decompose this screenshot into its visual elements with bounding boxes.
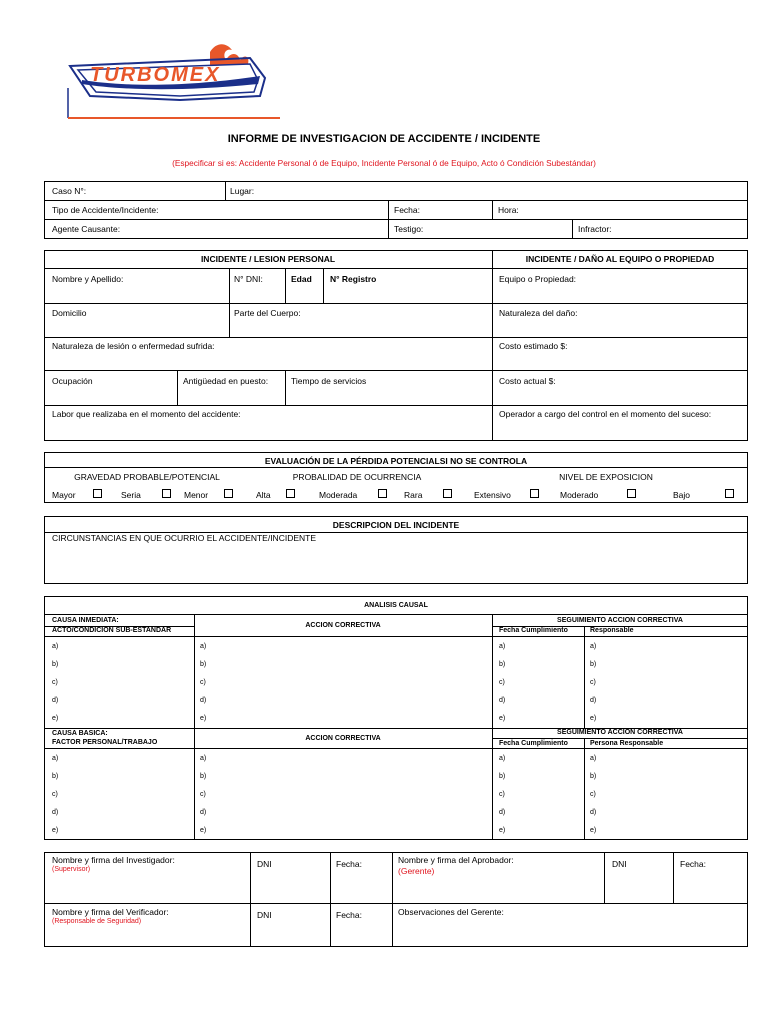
exposicion-label: NIVEL DE EXPOSICION [559, 472, 653, 482]
fecha-item[interactable]: b) [499, 773, 506, 780]
domicilio-field[interactable]: Domicilio [52, 308, 87, 318]
persona-responsable-label: Persona Responsable [590, 740, 664, 747]
agente-field[interactable]: Agente Causante: [52, 224, 121, 234]
naturaleza-dano-field[interactable]: Naturaleza del daño: [499, 308, 578, 318]
responsable-item[interactable]: b) [590, 773, 597, 780]
verificador-fecha[interactable]: Fecha: [336, 910, 362, 920]
fecha-item[interactable]: c) [499, 679, 505, 686]
personal-header: INCIDENTE / LESION PERSONAL [200, 254, 336, 264]
responsable-item[interactable]: d) [590, 809, 597, 816]
infractor-field[interactable]: Infractor: [578, 224, 612, 234]
edad-field[interactable]: Edad [291, 274, 312, 284]
responsable-item[interactable]: c) [590, 791, 596, 798]
seguimiento-label: SEGUIMIENTO ACCION CORRECTIVA [557, 729, 683, 736]
fecha-item[interactable]: d) [499, 809, 506, 816]
hora-field[interactable]: Hora: [498, 205, 519, 215]
option-alta: Alta [256, 490, 271, 500]
causa-item[interactable]: d) [52, 809, 59, 816]
antiguedad-field[interactable]: Antigüedad en puesto: [183, 376, 269, 386]
seguimiento-label: SEGUIMIENTO ACCION CORRECTIVA [557, 617, 683, 624]
responsable-item[interactable]: a) [590, 643, 597, 650]
fecha-cumplimiento-label: Fecha Cumplimiento [499, 627, 568, 634]
costo-actual-field[interactable]: Costo actual $: [499, 376, 556, 386]
turbomex-logo [60, 40, 285, 120]
responsable-item[interactable]: b) [590, 661, 597, 668]
ocupacion-field[interactable]: Ocupación [52, 376, 93, 386]
fecha-cumplimiento-label: Fecha Cumplimiento [499, 740, 568, 747]
option-moderada: Moderada [319, 490, 358, 500]
responsable-item[interactable]: a) [590, 755, 597, 762]
option-seria: Seria [121, 490, 141, 500]
checkbox-alta[interactable] [286, 489, 295, 498]
responsable-item[interactable]: e) [590, 715, 597, 722]
responsable-seguridad-note: (Responsable de Seguridad) [52, 918, 142, 925]
checkbox-menor[interactable] [224, 489, 233, 498]
causa-item[interactable]: c) [52, 791, 58, 798]
causa-item[interactable]: c) [52, 679, 58, 686]
checkbox-moderada[interactable] [378, 489, 387, 498]
fecha-field[interactable]: Fecha: [394, 205, 420, 215]
checkbox-moderado[interactable] [627, 489, 636, 498]
fecha-item[interactable]: a) [499, 643, 506, 650]
accion-correctiva-label: ACCION CORRECTIVA [305, 622, 381, 629]
firmas-box [44, 852, 748, 947]
option-moderado: Moderado [560, 490, 599, 500]
factor-personal-label: FACTOR PERSONAL/TRABAJO [52, 739, 158, 746]
accion-item[interactable]: d) [200, 697, 207, 704]
checkbox-seria[interactable] [162, 489, 171, 498]
descripcion-header: DESCRIPCION DEL INCIDENTE [332, 520, 460, 530]
naturaleza-lesion-field[interactable]: Naturaleza de lesión o enfermedad sufrida: [52, 341, 215, 351]
nombre-field[interactable]: Nombre y Apellido: [52, 274, 124, 284]
accion-item[interactable]: b) [200, 773, 207, 780]
option-extensivo: Extensivo [474, 490, 511, 500]
fecha-item[interactable]: d) [499, 697, 506, 704]
evaluacion-header: EVALUACIÓN DE LA PÉRDIDA POTENCIALSI NO SE CONTROLA [264, 456, 528, 466]
gravedad-label: GRAVEDAD PROBABLE/POTENCIAL [74, 472, 220, 482]
responsable-label: Responsable [590, 627, 634, 634]
probabilidad-label: PROBALIDAD DE OCURRENCIA [292, 472, 422, 482]
page-title: INFORME DE INVESTIGACION DE ACCIDENTE / INCIDENTE [227, 133, 541, 145]
analisis-header: ANALISIS CAUSAL [364, 602, 428, 609]
option-menor: Menor [184, 490, 209, 500]
accion-item[interactable]: c) [200, 679, 206, 686]
supervisor-note: (Supervisor) [52, 866, 91, 873]
accion-item[interactable]: e) [200, 827, 207, 834]
acto-condicion-label: ACTO/CONDICION SUB-ESTANDAR [52, 627, 172, 634]
fecha-item[interactable]: c) [499, 791, 505, 798]
causa-item[interactable]: e) [52, 715, 59, 722]
parte-cuerpo-field[interactable]: Parte del Cuerpo: [234, 308, 301, 318]
checkbox-mayor[interactable] [93, 489, 102, 498]
lugar-field[interactable]: Lugar: [230, 186, 255, 196]
tipo-field[interactable]: Tipo de Accidente/Incidente: [52, 205, 159, 215]
responsable-item[interactable]: d) [590, 697, 597, 704]
gerente-note: (Gerente) [398, 866, 435, 876]
registro-field[interactable]: N° Registro [330, 274, 377, 284]
checkbox-bajo[interactable] [725, 489, 734, 498]
caso-field[interactable]: Caso N°: [52, 186, 87, 196]
tiempo-servicio-field[interactable]: Tiempo de servicios [291, 376, 367, 386]
accion-item[interactable]: b) [200, 661, 207, 668]
aprobador-field[interactable]: Nombre y firma del Aprobador: [398, 855, 514, 865]
causa-item[interactable]: a) [52, 643, 59, 650]
fecha-item[interactable]: e) [499, 827, 506, 834]
causa-item[interactable]: b) [52, 661, 59, 668]
page-subtitle: (Especificar si es: Accidente Personal ó de Equipo, Incidente Personal ó de Equipo, Acto ó Condición Subestándar) [172, 158, 596, 168]
investigador-dni[interactable]: DNI [257, 859, 272, 869]
causa-inmediata-label: CAUSA INMEDIATA: [52, 617, 119, 624]
causa-item[interactable]: e) [52, 827, 59, 834]
investigador-field[interactable]: Nombre y firma del Investigador: [52, 855, 175, 865]
option-rara: Rara [404, 490, 423, 500]
accion-item[interactable]: c) [200, 791, 206, 798]
causa-item[interactable]: a) [52, 755, 59, 762]
fecha-item[interactable]: e) [499, 715, 506, 722]
investigador-fecha[interactable]: Fecha: [336, 859, 362, 869]
fecha-item[interactable]: a) [499, 755, 506, 762]
verificador-dni[interactable]: DNI [257, 910, 272, 920]
option-mayor: Mayor [52, 490, 76, 500]
accion-item[interactable]: a) [200, 643, 207, 650]
causa-item[interactable]: b) [52, 773, 59, 780]
checkbox-rara[interactable] [443, 489, 452, 498]
costo-estimado-field[interactable]: Costo estimado $: [499, 341, 568, 351]
circunstancias-field[interactable]: CIRCUNSTANCIAS EN QUE OCURRIO EL ACCIDENTE/INCIDENTE [52, 533, 317, 543]
dni-field[interactable]: N° DNI: [234, 274, 263, 284]
operador-field[interactable]: Operador a cargo del control en el momento del suceso: [499, 409, 712, 419]
equipo-header: INCIDENTE / DAÑO AL EQUIPO O PROPIEDAD [525, 254, 715, 264]
fecha-item[interactable]: b) [499, 661, 506, 668]
checkbox-extensivo[interactable] [530, 489, 539, 498]
accion-item[interactable]: a) [200, 755, 207, 762]
accion-correctiva-label: ACCION CORRECTIVA [305, 735, 381, 742]
logo-text: TURBOMEX [90, 64, 221, 86]
option-bajo: Bajo [673, 490, 691, 500]
responsable-item[interactable]: c) [590, 679, 596, 686]
responsable-item[interactable]: e) [590, 827, 597, 834]
equipo-field[interactable]: Equipo o Propiedad: [499, 274, 577, 284]
verificador-field[interactable]: Nombre y firma del Verificador: [52, 907, 169, 917]
observaciones-field[interactable]: Observaciones del Gerente: [398, 907, 504, 917]
aprobador-dni[interactable]: DNI [612, 859, 627, 869]
testigo-field[interactable]: Testigo: [394, 224, 424, 234]
aprobador-fecha[interactable]: Fecha: [680, 859, 706, 869]
accion-item[interactable]: d) [200, 809, 207, 816]
causa-item[interactable]: d) [52, 697, 59, 704]
labor-field[interactable]: Labor que realizaba en el momento del accidente: [52, 409, 241, 419]
causa-basica-label: CAUSA BASICA: [52, 730, 108, 737]
accion-item[interactable]: e) [200, 715, 207, 722]
